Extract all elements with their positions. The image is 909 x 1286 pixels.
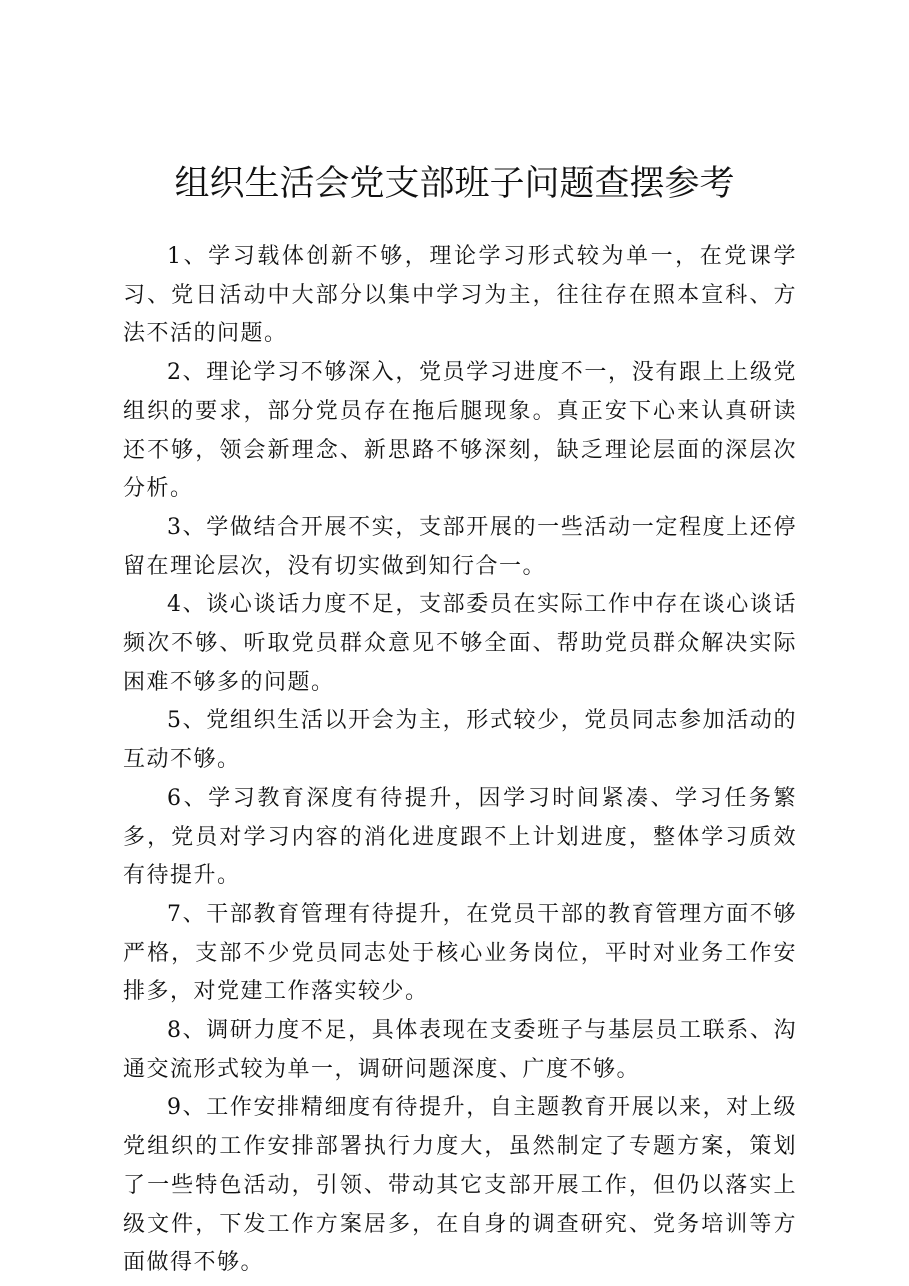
paragraph-1: 1、学习载体创新不够，理论学习形式较为单一，在党课学习、党日活动中大部分以集中学习为主，往往存在照本宣科、方法不活的问题。	[123, 244, 797, 347]
document-title: 组织生活会党支部班子问题查摆参考	[174, 164, 735, 204]
paragraph-6: 6、学习教育深度有待提升，因学习时间紧凑、学习任务繁多，党员对学习内容的消化进度跟不上计划进度，整体学习质效有待提升。	[123, 785, 797, 889]
paragraph-4: 4、谈心谈话力度不足，支部委员在实际工作中存在谈心谈话频次不够、听取党员群众意见不够全面、帮助党员群众解决实际困难不够多的问题。	[123, 592, 797, 695]
paragraph-7: 7、干部教育管理有待提升，在党员干部的教育管理方面不够严格，支部不少党员同志处于核心业务岗位，平时对业务工作安排多，对党建工作落实较少。	[123, 901, 797, 1005]
paragraph-8: 8、调研力度不足，具体表现在支委班子与基层员工联系、沟通交流形式较为单一，调研问题深度、广度不够。	[123, 1018, 797, 1082]
paragraph-5: 5、党组织生活以开会为主，形式较少，党员同志参加活动的互动不够。	[123, 708, 797, 773]
paragraph-3: 3、学做结合开展不实，支部开展的一些活动一定程度上还停留在理论层次，没有切实做到知行合一。	[123, 514, 797, 579]
paragraph-9: 9、工作安排精细度有待提升，自主题教育开展以来，对上级党组织的工作安排部署执行力度大，虽然制定了专题方案，策划了一些特色活动，引领、带动其它支部开展工作，但仍以落实上级文件，下发工作方案居多，在自身的调查研究、党务培训等方面做得不够。	[123, 1095, 797, 1276]
paragraph-2: 2、理论学习不够深入，党员学习进度不一，没有跟上上级党组织的要求，部分党员存在拖后腿现象。真正安下心来认真研读还不够，领会新理念、新思路不够深刻，缺乏理论层面的深层次分析。	[123, 360, 797, 502]
document-body	[123, 238, 797, 1283]
